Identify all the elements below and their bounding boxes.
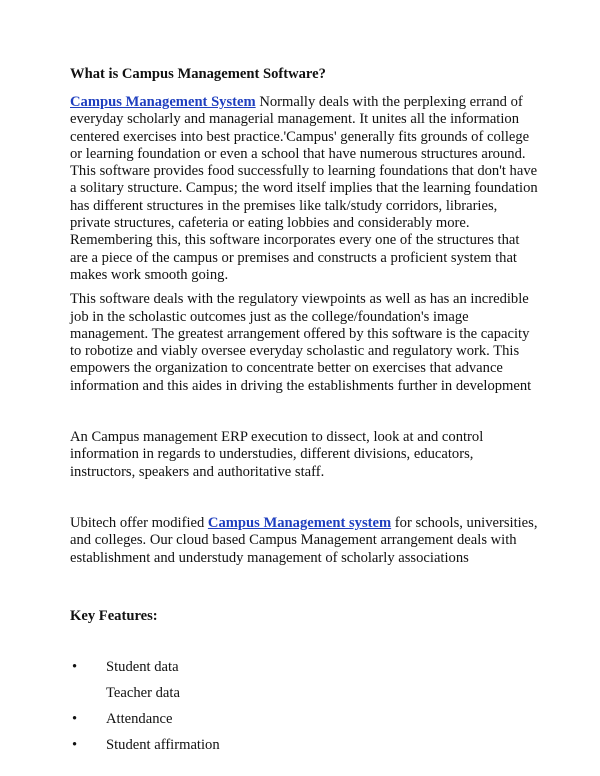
list-item bbox=[70, 711, 540, 737]
list-item bbox=[70, 737, 540, 763]
list-item bbox=[70, 659, 540, 685]
features-list bbox=[70, 659, 540, 763]
ubitech-paragraph-after: for schools, universities, and colleges. Our cloud based Campus Management arrangement deals with establishment and understudy management of scholarly associations bbox=[70, 514, 538, 566]
intro-paragraph bbox=[70, 94, 540, 284]
campus-management-system-link-2[interactable]: Campus Management system bbox=[207, 514, 392, 531]
page-title: What is Campus Management Software? bbox=[70, 66, 326, 82]
bullet-icon: • bbox=[72, 658, 78, 675]
feature-label: Attendance bbox=[106, 710, 173, 727]
feature-label: Student data bbox=[106, 658, 179, 675]
feature-label: Student affirmation bbox=[106, 736, 220, 753]
feature-label: Teacher data bbox=[106, 684, 180, 701]
list-item bbox=[70, 685, 540, 711]
bullet-icon: • bbox=[72, 710, 78, 727]
intro-paragraph-text: Normally deals with the perplexing errand of everyday scholarly and managerial management. It unites all the information centered exercises into best practice.'Campus' generally fits grounds of college or learning foundation or even a school that have numerous structures around. This software provides food successfully to learning foundations that don't have a solitary structure. Campus; the word itself implies that the learning foundation has different structures in the premises like talk/study corridors, libraries, private structures, cafeteria or eating lobbies and considerably more. Remembering this, this software incorporates every one of the structures that are a piece of the campus or premises and constructs a proficient system that makes work smooth going. bbox=[70, 94, 538, 283]
ubitech-paragraph bbox=[70, 515, 540, 567]
campus-management-system-link[interactable]: Campus Management System bbox=[70, 94, 256, 110]
bullet-icon: • bbox=[72, 736, 78, 753]
document-body bbox=[70, 66, 540, 763]
ubitech-paragraph-before: Ubitech offer modified bbox=[70, 514, 208, 531]
key-features-heading: Key Features: bbox=[70, 607, 158, 624]
regulatory-paragraph: This software deals with the regulatory viewpoints as well as has an incredible job in the scholastic outcomes just as the college/foundation's image management. The greatest arrangement offered by this software is the capacity to robotize and viably oversee everyday scholastic and regulatory work. This empowers the organization to concentrate better on exercises that advance information and this aides in driving the establishments further in development bbox=[70, 291, 532, 394]
erp-paragraph: An Campus management ERP execution to dissect, look at and control information in regards to understudies, different divisions, educators, instructors, speakers and authoritative staff. bbox=[70, 429, 484, 480]
